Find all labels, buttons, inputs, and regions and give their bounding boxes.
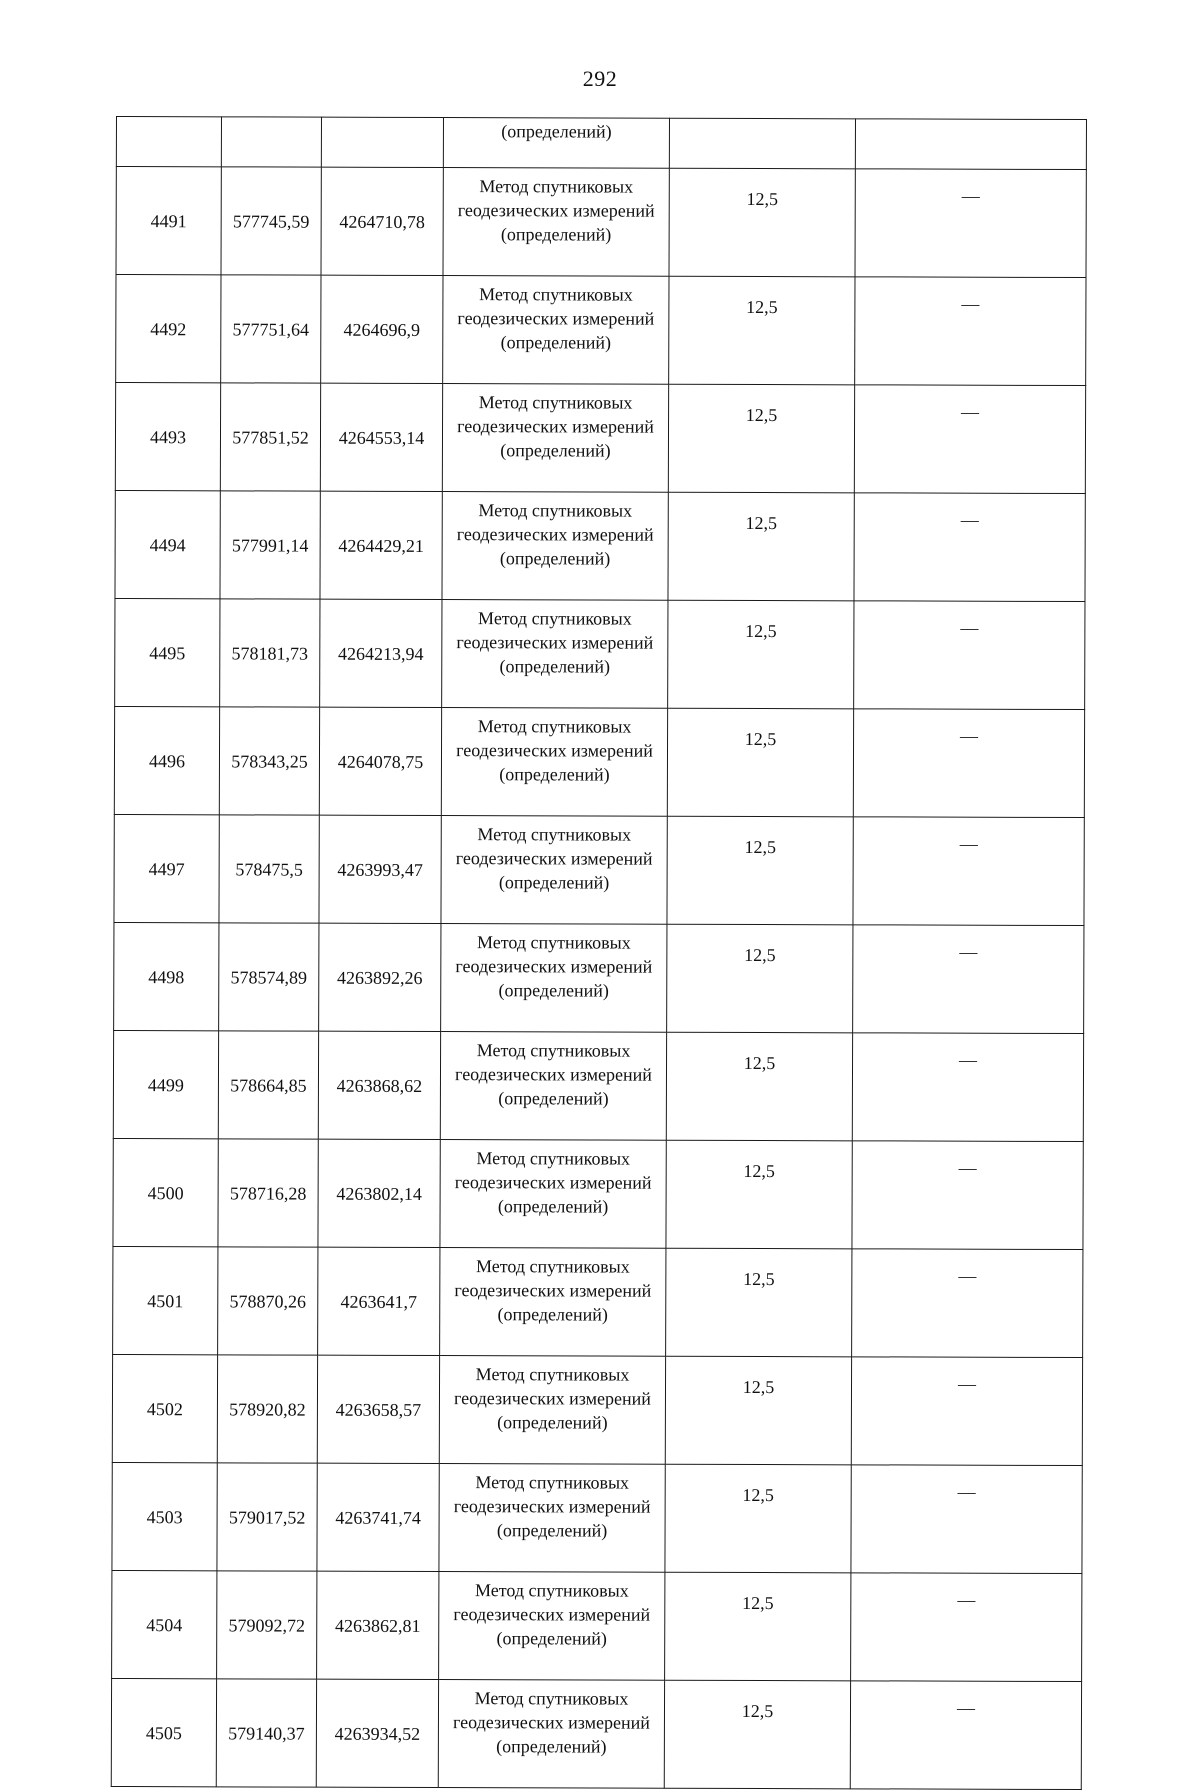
note-cell [854,601,1085,710]
point-number-cell: 4494 [115,490,220,598]
x-coordinate-cell: 579140,37 [216,1679,316,1787]
note-value: — [959,833,978,854]
accuracy-cell: 12,5 [668,492,854,601]
point-number-cell: 4505 [111,1678,216,1786]
x-coordinate-cell: 578181,73 [220,599,320,707]
method-line: геодезических измерений [453,1604,651,1625]
note-value: — [959,1049,978,1070]
point-number-cell: 4501 [113,1246,218,1354]
method-line: Метод спутниковых [477,716,632,737]
y-coordinate-cell: 4263741,74 [317,1463,439,1571]
point-number-cell: 4493 [115,383,220,491]
method-line: Метод спутниковых [479,284,633,305]
method-line: геодезических измерений [453,1496,651,1517]
table-row [112,1570,1082,1681]
method-cell [441,924,667,1033]
table-row [114,922,1084,1033]
method-line: геодезических измерений [456,632,654,653]
note-value: — [956,1697,976,1718]
method-line: (определений) [500,332,612,353]
y-coordinate-cell: 4264710,78 [321,167,443,275]
y-coordinate-cell: 4264553,14 [320,383,442,491]
method-line: (определений) [496,1628,607,1649]
note-cell [853,709,1084,818]
point-number-cell: 4500 [113,1138,218,1246]
continuation-method-cell: (определений) [443,118,669,169]
accuracy-cell: 12,5 [668,384,854,493]
point-number-cell: 4497 [114,814,219,922]
x-coordinate-cell: 579017,52 [217,1463,317,1571]
point-number-cell: 4491 [116,167,221,275]
method-line: (определений) [497,1412,608,1433]
table-row [115,490,1085,601]
method-cell [438,1680,664,1789]
continuation-x-cell [221,117,321,167]
note-cell [855,169,1086,278]
accuracy-cell: 12,5 [665,1464,851,1573]
method-line: геодезических измерений [456,524,654,545]
x-coordinate-cell: 578664,85 [218,1031,318,1139]
method-line: Метод спутниковых [478,392,633,413]
accuracy-cell: 12,5 [665,1356,851,1465]
method-cell [439,1464,665,1573]
method-line: Метод спутниковых [475,1364,630,1385]
coordinates-table-wrapper [111,116,1086,1790]
y-coordinate-cell: 4263658,57 [317,1355,439,1463]
y-coordinate-cell: 4263993,47 [319,815,441,923]
continuation-y-cell [321,117,443,167]
method-cell [441,708,667,817]
note-cell [850,1681,1081,1790]
method-line: (определений) [499,548,611,569]
method-line: Метод спутниковых [474,1580,629,1601]
note-value: — [958,1265,977,1286]
note-value: — [960,509,979,530]
coordinates-table-body [111,117,1086,1790]
method-line: Метод спутниковых [476,1148,631,1169]
note-cell [851,1573,1082,1682]
method-line: (определений) [498,1088,609,1109]
table-row [113,1138,1083,1249]
table-row [116,275,1086,386]
method-line: геодезических измерений [453,1712,650,1733]
method-line: Метод спутниковых [475,1256,630,1277]
method-line: (определений) [498,980,609,1001]
x-coordinate-cell: 579092,72 [217,1571,317,1679]
method-cell [440,1248,666,1357]
method-line: Метод спутниковых [474,1688,629,1709]
method-line: геодезических измерений [454,1172,652,1193]
x-coordinate-cell: 578475,5 [219,815,319,923]
note-value: — [958,1157,977,1178]
accuracy-cell: 12,5 [664,1680,850,1789]
table-row [113,1246,1083,1357]
x-coordinate-cell: 578870,26 [218,1247,318,1355]
point-number-cell: 4498 [114,922,219,1030]
point-number-cell: 4502 [112,1354,217,1462]
y-coordinate-cell: 4264078,75 [319,707,441,815]
note-cell [853,925,1084,1034]
method-line: (определений) [499,656,610,677]
accuracy-cell: 12,5 [669,168,855,277]
method-cell [442,384,668,493]
x-coordinate-cell: 577751,64 [221,275,321,383]
note-cell [851,1465,1082,1574]
method-line: Метод спутниковых [475,1472,630,1493]
method-line: (определений) [496,1736,607,1757]
y-coordinate-cell: 4263934,52 [316,1679,438,1787]
method-line: геодезических измерений [455,956,653,977]
y-coordinate-cell: 4263862,81 [317,1571,439,1679]
method-line: геодезических измерений [455,848,653,869]
x-coordinate-cell: 577851,52 [220,383,320,491]
point-number-cell: 4495 [115,598,220,706]
method-line: (определений) [499,764,610,785]
method-line: геодезических измерений [457,308,655,329]
method-line: Метод спутниковых [479,176,634,197]
x-coordinate-cell: 577991,14 [220,491,320,599]
method-line: геодезических измерений [457,416,654,437]
y-coordinate-cell: 4264429,21 [320,491,442,599]
note-value: — [961,401,980,422]
y-coordinate-cell: 4264696,9 [321,275,443,383]
y-coordinate-cell: 4263892,26 [319,923,441,1031]
accuracy-cell: 12,5 [667,924,853,1033]
point-number-cell: 4492 [116,275,221,383]
method-line: (определений) [500,440,611,461]
y-coordinate-cell: 4263802,14 [318,1139,440,1247]
method-line: Метод спутниковых [478,500,633,521]
x-coordinate-cell: 578574,89 [219,923,319,1031]
note-cell [855,277,1086,386]
method-cell [441,816,667,925]
note-value: — [957,1373,977,1394]
note-value: — [961,293,980,314]
point-number-cell: 4504 [112,1570,217,1678]
method-cell [439,1356,665,1465]
page-number: 292 [582,66,618,91]
note-value: — [957,1481,976,1502]
method-line: Метод спутниковых [477,824,632,845]
continuation-row [116,117,1086,170]
note-cell [852,1249,1083,1358]
accuracy-cell: 12,5 [668,600,854,709]
table-row [114,814,1084,925]
accuracy-cell: 12,5 [666,1032,852,1141]
note-value: — [959,941,978,962]
method-cell [440,1032,666,1141]
note-cell [851,1357,1082,1466]
method-cell [442,492,668,601]
note-cell [854,385,1085,494]
point-number-cell: 4496 [114,706,219,814]
table-row [116,167,1086,278]
accuracy-cell: 12,5 [666,1140,852,1249]
y-coordinate-cell: 4264213,94 [320,599,442,707]
table-row [113,1030,1083,1141]
x-coordinate-cell: 578920,82 [217,1355,317,1463]
method-cell [443,276,669,385]
method-cell [440,1140,666,1249]
note-value: — [961,185,980,206]
note-value: — [960,725,979,746]
method-line: геодезических измерений [455,1064,652,1085]
table-row [115,598,1085,709]
coordinates-table [111,116,1087,1790]
note-cell [852,1141,1083,1250]
y-coordinate-cell: 4263641,7 [318,1247,440,1355]
method-line: (определений) [497,1304,608,1325]
y-coordinate-cell: 4263868,62 [318,1031,440,1139]
method-cell [439,1572,665,1681]
accuracy-cell: 12,5 [667,708,853,817]
method-line: (определений) [496,1520,608,1541]
continuation-accuracy-cell [669,118,855,169]
method-line: Метод спутниковых [477,932,631,953]
method-line: Метод спутниковых [476,1040,631,1061]
accuracy-cell: 12,5 [665,1572,851,1681]
x-coordinate-cell: 578343,25 [219,707,319,815]
continuation-point-cell [116,117,221,167]
method-line: геодезических измерений [457,200,655,221]
point-number-cell: 4499 [113,1030,218,1138]
table-row [112,1354,1082,1465]
x-coordinate-cell: 577745,59 [221,167,321,275]
table-row [114,706,1084,817]
method-cell [443,168,669,277]
method-line: геодезических измерений [456,740,653,761]
method-line: (определений) [500,224,612,245]
method-line: (определений) [497,1196,609,1217]
note-cell [852,1033,1083,1142]
accuracy-cell: 12,5 [667,816,853,925]
table-row [115,383,1085,494]
note-value: — [957,1589,976,1610]
method-line: (определений) [498,872,610,893]
note-cell [853,817,1084,926]
method-cell [442,600,668,709]
point-number-cell: 4503 [112,1462,217,1570]
method-line: геодезических измерений [454,1388,651,1409]
note-value: — [960,617,979,638]
accuracy-cell: 12,5 [666,1248,852,1357]
continuation-note-cell [855,119,1086,170]
method-line: геодезических измерений [454,1280,652,1301]
note-cell [854,493,1085,602]
x-coordinate-cell: 578716,28 [218,1139,318,1247]
method-line: Метод спутниковых [478,608,632,629]
table-row [111,1678,1081,1789]
accuracy-cell: 12,5 [669,276,855,385]
table-row [112,1462,1082,1573]
